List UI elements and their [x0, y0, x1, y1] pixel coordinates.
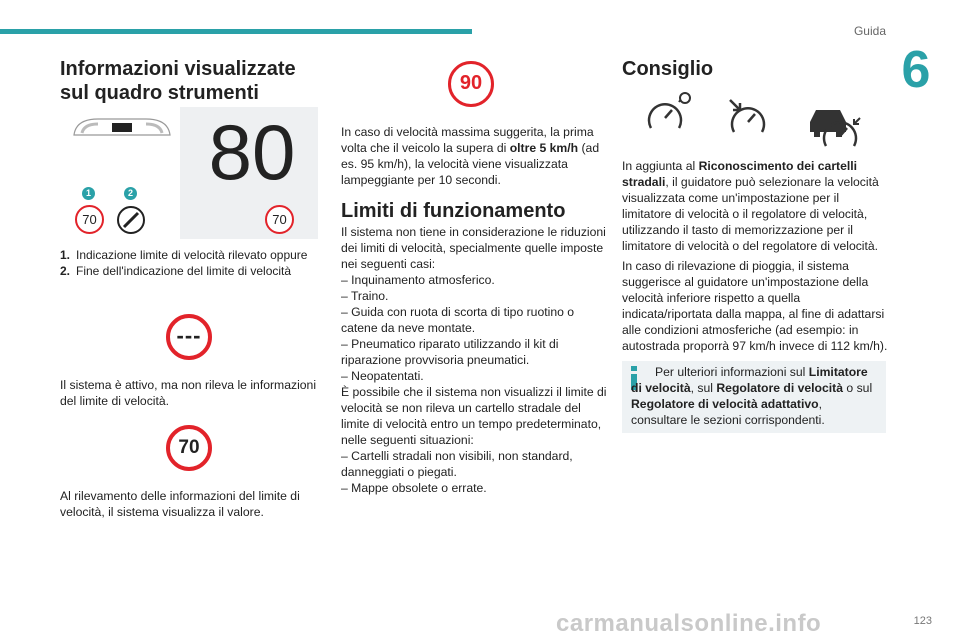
flashing-speed-sign-90: 90: [448, 61, 494, 107]
paragraph-limits: Il sistema non tiene in considerazione le riduzioni dei limiti di velocità, specialmente quelle imposte nei seguenti casi:: [341, 225, 606, 271]
limits-block: [341, 224, 609, 496]
list-item: – Traino.: [341, 289, 389, 303]
paragraph-advice-2: In caso di rilevazione di pioggia, il sistema suggerisce al guidatore un'impostazione della velocità inferiore rispetto a quella indicata/riportata dalla mappa, al fine di adattarsi alle condizioni atmosferiche (ad esempio: in autostrada proporrà 97 km/h invece di 112 km/h).: [622, 259, 888, 353]
list-item: – Pneumatico riparato utilizzando il kit di riparazione provvisoria pneumatici.: [341, 337, 559, 367]
paragraph-possible: È possibile che il sistema non visualizzi il limite di velocità se non rileva un cartello stradale del limite di velocità entro un tempo predeterminato, nelle seguenti situazioni:: [341, 385, 607, 447]
paragraph-detect: Al rilevamento delle informazioni del limite di velocità, il sistema visualizza il valore.: [60, 489, 300, 519]
section-title-info: Informazioni visualizzate sul quadro strumenti: [60, 58, 296, 104]
speed-limit-sign-left: 70: [75, 205, 104, 234]
adaptive-cruise-icon: [806, 102, 862, 148]
callout-2: 2: [124, 187, 137, 200]
page-number: 123: [913, 615, 932, 627]
paragraph-suggest: In caso di velocità massima suggerita, la prima volta che il veicolo la supera di oltre 5 km/h (ad es. 95 km/h), la velocità viene visualizzata lampeggiante per 10 secondi.: [341, 125, 600, 187]
section-title-limits: Limiti di funzionamento: [341, 200, 566, 222]
speed-limiter-icon: [728, 98, 772, 138]
callout-1: 1: [82, 187, 95, 200]
chapter-number: 6: [901, 41, 931, 99]
header-accent-bar: [0, 29, 472, 34]
list-item: – Neopatentati.: [341, 369, 424, 383]
speed-memory-icon: [645, 92, 693, 136]
no-limit-sign: ---: [166, 314, 212, 360]
dashboard-illustration: [68, 107, 318, 239]
speed-limit-sign-right: 70: [265, 205, 294, 234]
end-of-limit-icon: [116, 205, 146, 235]
instrument-cluster-icon: [68, 113, 176, 143]
list-item: 1. Indicazione limite di velocità rilevato oppure: [60, 248, 308, 262]
list-item: – Guida con ruota di scorta di tipo ruotino o catene da neve montate.: [341, 305, 575, 335]
callout-list: [60, 248, 322, 280]
section-title-advice: Consiglio: [622, 58, 714, 80]
paragraph-advice-1: In aggiunta al Riconoscimento dei cartelli stradali, il guidatore può selezionare la velocità visualizzata come un'impostazione per il limitatore di velocità o il regolatore di velocità, utilizzando il tasto di memorizzazione per il limitatore di velocità o del regolatore di velocità.: [622, 159, 879, 253]
list-item: – Mappe obsolete o errate.: [341, 481, 487, 495]
list-item: – Inquinamento atmosferico.: [341, 273, 495, 287]
speed-display: 80: [208, 108, 296, 196]
info-box: [622, 361, 886, 433]
paragraph-active: Il sistema è attivo, ma non rileva le informazioni del limite di velocità.: [60, 378, 317, 408]
speed-limit-sign-70: 70: [166, 425, 212, 471]
info-text: Per ulteriori informazioni sul Limitatore di velocità, sul Regolatore di velocità o sul Regolatore di velocità adattativo, consultare le sezioni corrispondenti.: [631, 365, 873, 427]
list-item: 2. Fine dell'indicazione del limite di velocità: [60, 264, 292, 278]
section-name: Guida: [853, 24, 886, 38]
watermark: carmanualsonline.info: [556, 610, 822, 637]
list-item: – Cartelli stradali non visibili, non standard, danneggiati o piegati.: [341, 449, 573, 479]
